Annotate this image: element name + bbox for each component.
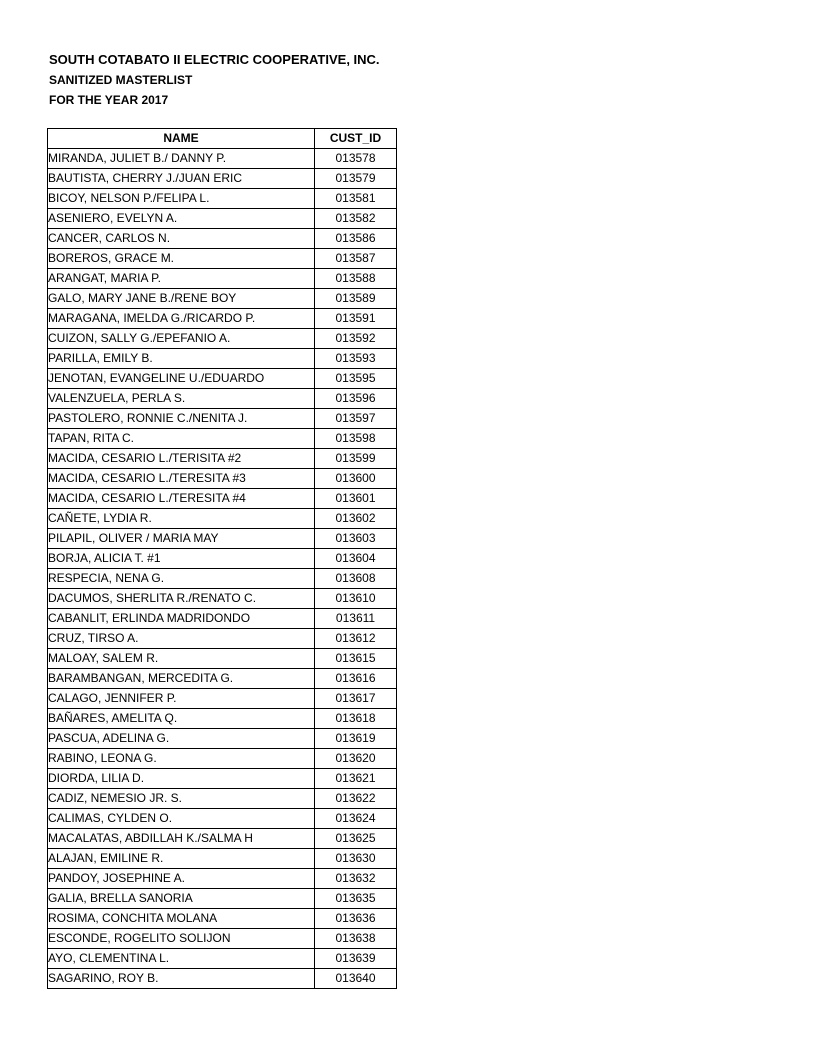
customer-name-cell: BAÑARES, AMELITA Q.: [48, 709, 315, 729]
organization-title: SOUTH COTABATO II ELECTRIC COOPERATIVE, INC.: [49, 52, 380, 67]
customer-id-cell: 013617: [315, 689, 397, 709]
customer-name-cell: ALAJAN, EMILINE R.: [48, 849, 315, 869]
column-header-cust-id: CUST_ID: [315, 129, 397, 149]
table-row: [48, 729, 397, 749]
table-row: [48, 269, 397, 289]
table-row: [48, 929, 397, 949]
table-row: [48, 849, 397, 869]
customer-id-cell: 013635: [315, 889, 397, 909]
customer-id-cell: 013640: [315, 969, 397, 989]
customer-name-cell: ESCONDE, ROGELITO SOLIJON: [48, 929, 315, 949]
customer-id-cell: 013579: [315, 169, 397, 189]
customer-id-cell: 013587: [315, 249, 397, 269]
document-subtitle: SANITIZED MASTERLIST: [49, 73, 193, 87]
customer-id-cell: 013621: [315, 769, 397, 789]
table-row: [48, 909, 397, 929]
customer-id-cell: 013616: [315, 669, 397, 689]
table-row: [48, 469, 397, 489]
table-row: [48, 209, 397, 229]
customer-name-cell: GALIA, BRELLA SANORIA: [48, 889, 315, 909]
table-row: [48, 389, 397, 409]
customer-id-cell: 013610: [315, 589, 397, 609]
customer-name-cell: PASCUA, ADELINA G.: [48, 729, 315, 749]
customer-name-cell: DIORDA, LILIA D.: [48, 769, 315, 789]
customer-name-cell: ROSIMA, CONCHITA MOLANA: [48, 909, 315, 929]
table-row: [48, 329, 397, 349]
customer-name-cell: CABANLIT, ERLINDA MADRIDONDO: [48, 609, 315, 629]
customer-id-cell: 013636: [315, 909, 397, 929]
customer-id-cell: 013600: [315, 469, 397, 489]
customer-id-cell: 013624: [315, 809, 397, 829]
customer-id-cell: 013578: [315, 149, 397, 169]
customer-name-cell: MACIDA, CESARIO L./TERESITA #4: [48, 489, 315, 509]
table-row: [48, 629, 397, 649]
customer-id-cell: 013630: [315, 849, 397, 869]
table-row: [48, 309, 397, 329]
table-row: [48, 549, 397, 569]
table-row: [48, 669, 397, 689]
customer-id-cell: 013597: [315, 409, 397, 429]
customer-name-cell: VALENZUELA, PERLA S.: [48, 389, 315, 409]
customer-name-cell: PARILLA, EMILY B.: [48, 349, 315, 369]
table-row: [48, 249, 397, 269]
customer-id-cell: 013593: [315, 349, 397, 369]
table-row: [48, 709, 397, 729]
customer-name-cell: ARANGAT, MARIA P.: [48, 269, 315, 289]
table-row: [48, 689, 397, 709]
customer-id-cell: 013598: [315, 429, 397, 449]
table-row: [48, 569, 397, 589]
customer-name-cell: PANDOY, JOSEPHINE A.: [48, 869, 315, 889]
customer-id-cell: 013581: [315, 189, 397, 209]
customer-name-cell: SAGARINO, ROY B.: [48, 969, 315, 989]
table-row: [48, 229, 397, 249]
customer-name-cell: BOREROS, GRACE M.: [48, 249, 315, 269]
customer-name-cell: MACIDA, CESARIO L./TERESITA #3: [48, 469, 315, 489]
customer-name-cell: BAUTISTA, CHERRY J./JUAN ERIC: [48, 169, 315, 189]
customer-name-cell: TAPAN, RITA C.: [48, 429, 315, 449]
customer-name-cell: ASENIERO, EVELYN A.: [48, 209, 315, 229]
customer-id-cell: 013588: [315, 269, 397, 289]
table-row: [48, 869, 397, 889]
table-row: [48, 829, 397, 849]
customer-id-cell: 013604: [315, 549, 397, 569]
customer-name-cell: CALIMAS, CYLDEN O.: [48, 809, 315, 829]
customer-id-cell: 013601: [315, 489, 397, 509]
customer-id-cell: 013586: [315, 229, 397, 249]
document-year: FOR THE YEAR 2017: [49, 93, 169, 107]
customer-name-cell: CADIZ, NEMESIO JR. S.: [48, 789, 315, 809]
customer-id-cell: 013602: [315, 509, 397, 529]
customer-id-cell: 013638: [315, 929, 397, 949]
customer-name-cell: MARAGANA, IMELDA G./RICARDO P.: [48, 309, 315, 329]
customer-id-cell: 013639: [315, 949, 397, 969]
document-header: [49, 50, 380, 110]
customer-name-cell: BARAMBANGAN, MERCEDITA G.: [48, 669, 315, 689]
customer-id-cell: 013612: [315, 629, 397, 649]
customer-id-cell: 013632: [315, 869, 397, 889]
customer-id-cell: 013595: [315, 369, 397, 389]
customer-name-cell: MACIDA, CESARIO L./TERISITA #2: [48, 449, 315, 469]
table-row: [48, 149, 397, 169]
customer-name-cell: DACUMOS, SHERLITA R./RENATO C.: [48, 589, 315, 609]
table-row: [48, 609, 397, 629]
table-row: [48, 509, 397, 529]
table-row: [48, 949, 397, 969]
table-row: [48, 289, 397, 309]
table-header-row: [48, 129, 397, 149]
customer-id-cell: 013592: [315, 329, 397, 349]
customer-name-cell: CALAGO, JENNIFER P.: [48, 689, 315, 709]
customer-name-cell: PASTOLERO, RONNIE C./NENITA J.: [48, 409, 315, 429]
customer-name-cell: JENOTAN, EVANGELINE U./EDUARDO: [48, 369, 315, 389]
table-row: [48, 169, 397, 189]
customer-id-cell: 013625: [315, 829, 397, 849]
customer-name-cell: PILAPIL, OLIVER / MARIA MAY: [48, 529, 315, 549]
customer-id-cell: 013608: [315, 569, 397, 589]
customer-name-cell: MIRANDA, JULIET B./ DANNY P.: [48, 149, 315, 169]
customer-name-cell: MACALATAS, ABDILLAH K./SALMA H: [48, 829, 315, 849]
customer-name-cell: RESPECIA, NENA G.: [48, 569, 315, 589]
table-row: [48, 429, 397, 449]
table-row: [48, 409, 397, 429]
customer-id-cell: 013620: [315, 749, 397, 769]
customer-name-cell: CUIZON, SALLY G./EPEFANIO A.: [48, 329, 315, 349]
customer-name-cell: CAÑETE, LYDIA R.: [48, 509, 315, 529]
customer-id-cell: 013599: [315, 449, 397, 469]
table-row: [48, 789, 397, 809]
table-row: [48, 489, 397, 509]
customer-name-cell: BORJA, ALICIA T. #1: [48, 549, 315, 569]
table-row: [48, 189, 397, 209]
customer-id-cell: 013582: [315, 209, 397, 229]
table-row: [48, 889, 397, 909]
customer-id-cell: 013591: [315, 309, 397, 329]
customer-id-cell: 013603: [315, 529, 397, 549]
customer-name-cell: BICOY, NELSON P./FELIPA L.: [48, 189, 315, 209]
table-row: [48, 969, 397, 989]
table-row: [48, 749, 397, 769]
customer-name-cell: AYO, CLEMENTINA L.: [48, 949, 315, 969]
customer-id-cell: 013611: [315, 609, 397, 629]
customer-id-cell: 013589: [315, 289, 397, 309]
masterlist-table: [47, 128, 397, 989]
customer-name-cell: RABINO, LEONA G.: [48, 749, 315, 769]
customer-id-cell: 013619: [315, 729, 397, 749]
table-row: [48, 369, 397, 389]
table-row: [48, 769, 397, 789]
table-row: [48, 649, 397, 669]
customer-id-cell: 013596: [315, 389, 397, 409]
table-row: [48, 449, 397, 469]
table-row: [48, 809, 397, 829]
customer-name-cell: CANCER, CARLOS N.: [48, 229, 315, 249]
customer-name-cell: GALO, MARY JANE B./RENE BOY: [48, 289, 315, 309]
table-row: [48, 529, 397, 549]
table-row: [48, 589, 397, 609]
customer-name-cell: MALOAY, SALEM R.: [48, 649, 315, 669]
customer-id-cell: 013622: [315, 789, 397, 809]
customer-name-cell: CRUZ, TIRSO A.: [48, 629, 315, 649]
customer-id-cell: 013618: [315, 709, 397, 729]
table-row: [48, 349, 397, 369]
customer-id-cell: 013615: [315, 649, 397, 669]
column-header-name: NAME: [48, 129, 315, 149]
